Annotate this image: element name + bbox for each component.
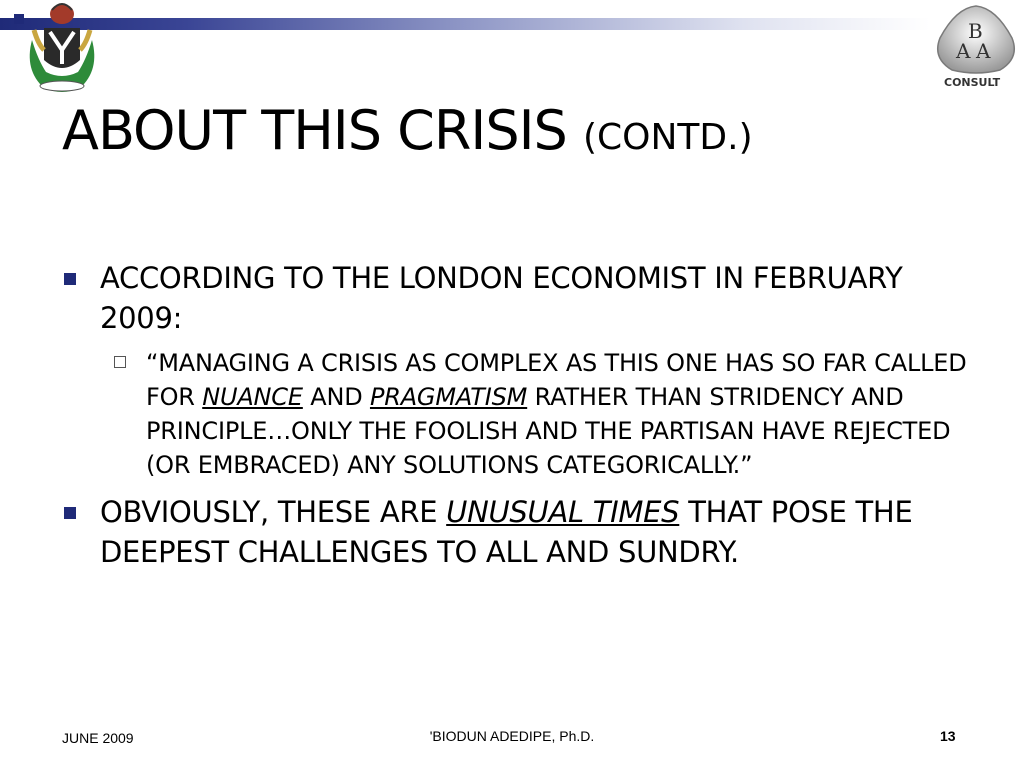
bullet-unusual-times (62, 492, 982, 572)
sub-bullet-quote (62, 346, 982, 482)
footer-author: 'BIODUN ADEDIPE, Ph.D. (429, 728, 595, 744)
svg-text:CONSULT: CONSULT (944, 76, 1001, 89)
quote-emphasis-nuance: NUANCE (202, 383, 303, 411)
bullet2-emphasis: UNUSUAL TIMES (446, 495, 680, 529)
coat-of-arms-icon (22, 0, 102, 96)
bullet2-text-1: OBVIOUSLY, THESE ARE (100, 495, 447, 529)
baa-consult-logo (930, 2, 1022, 92)
title-suffix: (CONTD.) (582, 117, 753, 158)
quote-text-1: “MANAGING A CRISIS AS COMPLEX AS THIS ONE HAS SO FAR CALLED FOR (146, 349, 967, 411)
svg-text:B: B (968, 19, 983, 43)
square-bullet-icon (64, 507, 76, 519)
quote-text-3: RATHER THAN STRIDENCY AND PRINCIPLE…ONLY THE FOOLISH AND THE PARTISAN HAVE REJECTED (OR EMBRACED) ANY SOLUTIONS CATEGORICALLY.” (146, 383, 951, 479)
svg-text:A: A (956, 39, 971, 63)
bullet-economist (62, 258, 982, 338)
square-bullet-icon (64, 273, 76, 285)
footer-date: JUNE 2009 (62, 730, 134, 746)
quote-text-2: AND (302, 383, 370, 411)
slide-body (62, 258, 982, 572)
bullet-economist-text: ACCORDING TO THE LONDON ECONOMIST IN FEBRUARY 2009: (100, 261, 903, 335)
title-main: ABOUT THIS CRISIS (62, 99, 567, 162)
page-number: 13 (940, 728, 956, 744)
svg-text:A: A (976, 39, 991, 63)
bullet2-text-2: THAT POSE THE DEEPEST CHALLENGES TO ALL AND SUNDRY. (100, 495, 913, 569)
header-gradient-bar (0, 18, 930, 30)
slide-title (62, 96, 753, 173)
quote-emphasis-pragmatism: PRAGMATISM (369, 383, 528, 411)
hollow-square-bullet-icon (114, 356, 126, 368)
